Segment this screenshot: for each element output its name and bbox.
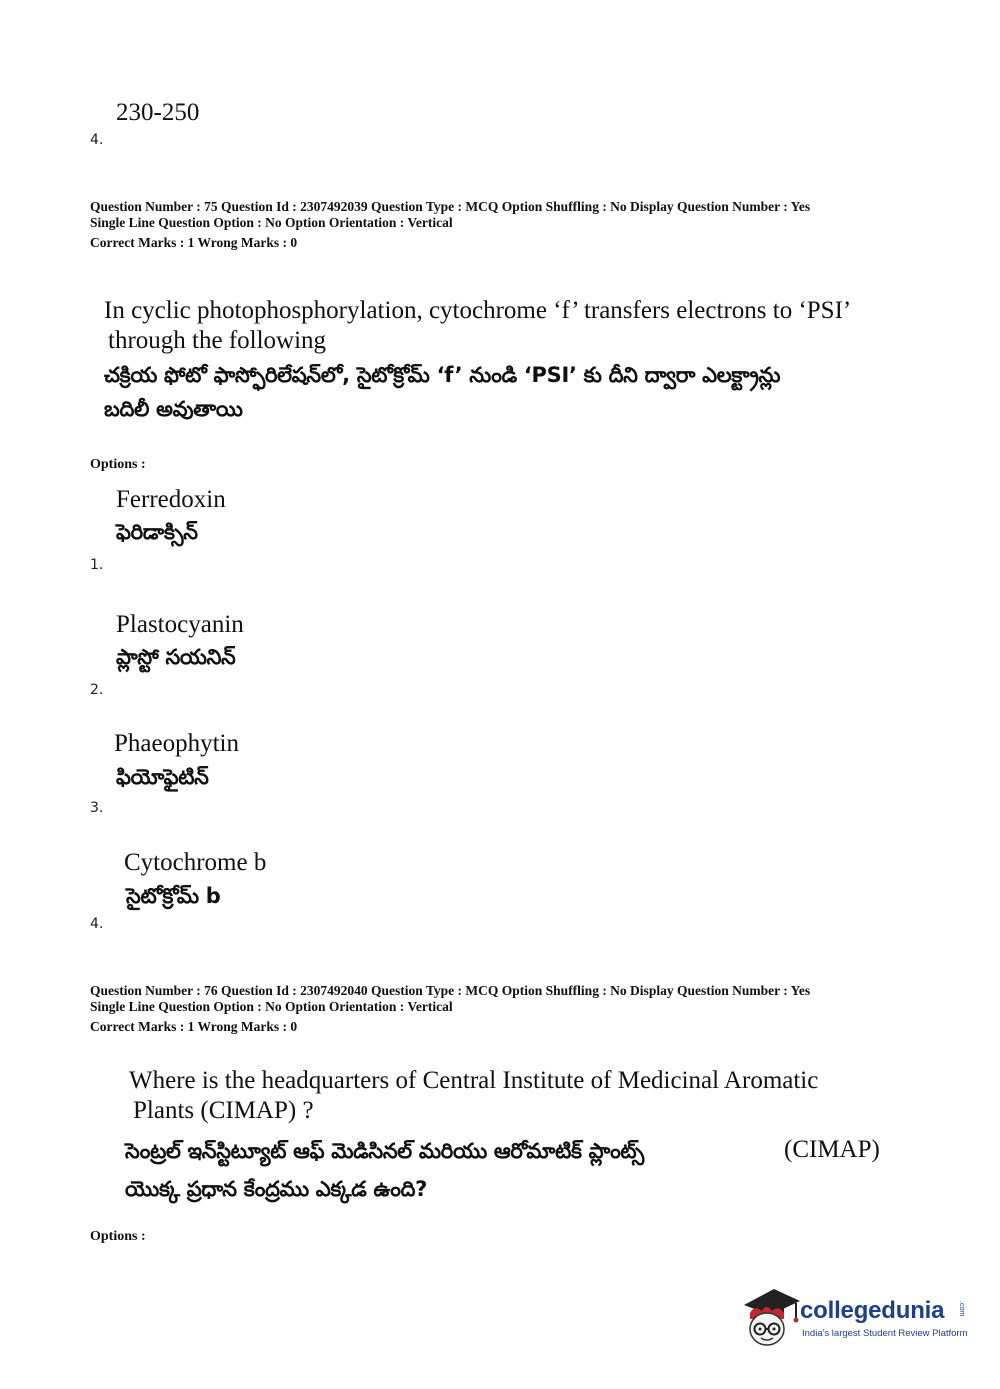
q76-question-te-cimap: (CIMAP) [784,1136,880,1163]
q76-meta-line2: Single Line Question Option : No Option Orientation : Vertical [90,999,453,1014]
q75-question-en-line1: In cyclic photophosphorylation, cytochrome ‘f’ transfers electrons to ‘PSI’ [104,297,852,324]
q75-meta [90,199,810,251]
option-te: సైటోక్రోమ్ b [126,884,221,908]
q75-options-label: Options : [90,457,146,472]
option-te: ఫియోఫైటిన్ [116,765,209,789]
q76-meta-line1: Question Number : 76 Question Id : 2307492040 Question Type : MCQ Option Shuffling : No Display Question Number : Yes [90,983,811,998]
q75-meta-line1: Question Number : 75 Question Id : 2307492039 Question Type : MCQ Option Shuffling : No Display Question Number : Yes [90,199,811,214]
option-te: ప్లాస్టో సయనిన్ [116,645,236,669]
prev-option-text: 230-250 [116,99,200,126]
q76-meta [90,983,810,1035]
option-number: 2. [90,682,104,698]
q75-meta-line2: Single Line Question Option : No Option Orientation : Vertical [90,215,453,230]
q75-question-te-line2: బదిలీ అవుతాయి [104,397,243,421]
q76-options-label: Options : [90,1229,146,1244]
q76-meta-line3: Correct Marks : 1 Wrong Marks : 0 [90,1019,298,1034]
option-number: 4. [90,916,104,932]
prev-option-number: 4. [90,132,104,148]
logo-name: collegedunia [800,1297,945,1324]
option-en: Phaeophytin [114,730,239,757]
mascot-icon [740,1283,802,1351]
option-en: Plastocyanin [116,611,244,638]
option-en: Ferredoxin [116,486,226,513]
q75-question-te-line1: చక్రియ ఫోటో ఫాస్ఫోరిలేషన్‌లో, సైటోక్రోమ్ ‘f’ నుండి ‘PSI’ కు దీని ద్వారా ఎలక్ట్రాన్లు [104,363,781,387]
q75-question-en-line2: through the following [108,327,327,354]
option-te: ఫెరిడాక్సిన్ [116,520,198,544]
q76-question-te-line1: సెంట్రల్ ఇన్‌స్టిట్యూట్ ఆఫ్ మెడిసినల్ మరియు ఆరోమాటిక్ ప్లాంట్స్ [125,1139,644,1163]
option-number: 3. [90,800,104,816]
q75-meta-line3: Correct Marks : 1 Wrong Marks : 0 [90,235,298,250]
q76-question-en-line1: Where is the headquarters of Central Institute of Medicinal Aromatic [129,1067,819,1094]
logo-com: .com [958,1301,965,1317]
logo-tagline: India's largest Student Review Platform [802,1328,968,1339]
option-number: 1. [90,557,104,573]
q76-question-en-line2: Plants (CIMAP) ? [133,1097,314,1124]
q76-question-te-line2: యొక్క ప్రధాన కేంద్రము ఎక్కడ ఉంది? [125,1177,427,1201]
option-en: Cytochrome b [124,849,267,876]
collegedunia-logo [740,1283,980,1353]
